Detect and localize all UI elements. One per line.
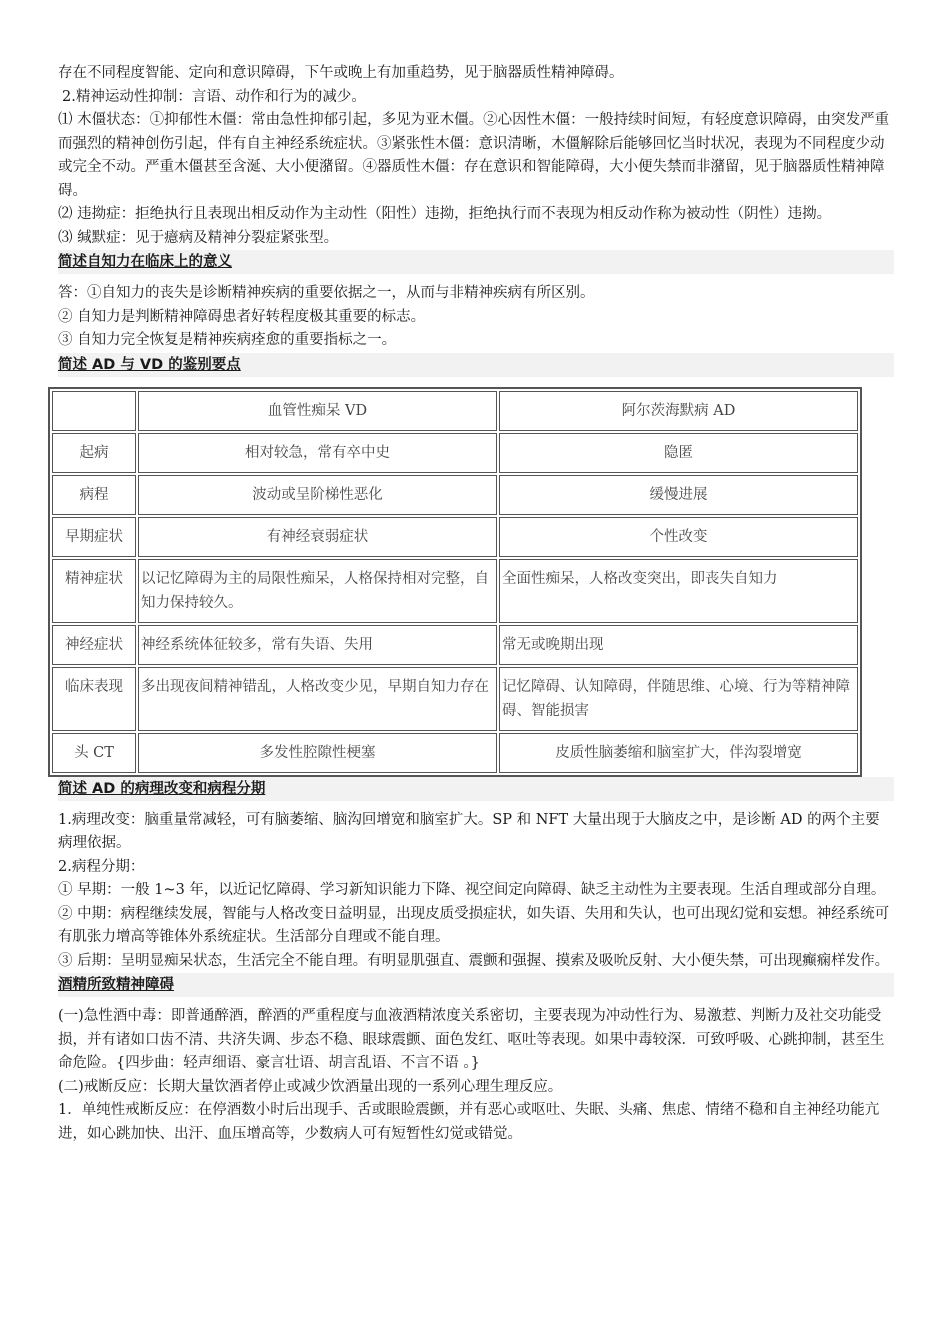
- row-label: 早期症状: [52, 517, 136, 557]
- document-page: [58, 62, 894, 1146]
- stage-middle: ② 中期：病程继续发展，智能与人格改变日益明显，出现皮质受损症状，如失语、失用和失认，也可出现幻觉和妄想。神经系统可有肌张力增高等锥体外系统症状。生活部分自理或不能自理。: [58, 905, 890, 945]
- vd-cell: 波动或呈阶梯性恶化: [138, 475, 497, 515]
- table-header-cell: 阿尔茨海默病 AD: [499, 391, 858, 431]
- ad-vd-comparison-table: [48, 387, 862, 777]
- stage-early: ① 早期：一般 1~3 年，以近记忆障碍、学习新知识能力下降、视空间定向障碍、缺乏主动性为主要表现。生活自理或部分自理。: [58, 882, 886, 898]
- vd-cell: 多出现夜间精神错乱，人格改变少见，早期自知力存在: [138, 667, 497, 731]
- table-row: [52, 625, 858, 665]
- stage-late: ③ 后期：呈明显痴呆状态，生活完全不能自理。有明显肌强直、震颤和强握、摸索及吸吮反射、大小便失禁，可出现癫痫样发作。: [58, 952, 890, 969]
- row-label: 起病: [52, 433, 136, 473]
- ad-cell: 皮质性脑萎缩和脑室扩大，伴沟裂增宽: [499, 733, 858, 773]
- section-heading-ad-vd: 简述 AD 与 VD 的鉴别要点: [58, 353, 894, 377]
- table-header-cell: [52, 391, 136, 431]
- insight-point-2: ② 自知力是判断精神障碍患者好转程度极其重要的标志。: [58, 308, 426, 325]
- insight-point-3: ③ 自知力完全恢复是精神疾病痊愈的重要指标之一。: [58, 332, 397, 348]
- row-label: 神经症状: [52, 625, 136, 665]
- vd-cell: 神经系统体征较多，常有失语、失用: [138, 625, 497, 665]
- vd-cell: 以记忆障碍为主的局限性痴呆，人格保持相对完整，自知力保持较久。: [138, 559, 497, 623]
- alcohol-paragraph-2: (二)戒断反应：长期大量饮酒者停止或减少饮酒量出现的一系列心理生理反应。: [58, 1078, 563, 1095]
- intro-line-4: ⑵ 违拗症：拒绝执行且表现出相反动作为主动性（阳性）违拗，拒绝执行而不表现为相反动作称为被动性（阴性）违拗。: [58, 206, 832, 222]
- section-heading-alcohol: 酒精所致精神障碍: [58, 973, 894, 997]
- intro-line-5: ⑶ 缄默症：见于癔病及精神分裂症紧张型。: [58, 229, 339, 246]
- alcohol-paragraph-3: 1．单纯性戒断反应：在停酒数小时后出现手、舌或眼睑震颤，并有恶心或呕吐、失眠、头痛、焦虑、情绪不稳和自主神经功能亢进，如心跳加快、出汗、血压增高等，少数病人可有短暂性幻觉或错觉。: [58, 1102, 880, 1142]
- table-row: [52, 733, 858, 773]
- row-label: 病程: [52, 475, 136, 515]
- ad-cell: 常无或晚期出现: [499, 625, 858, 665]
- vd-cell: 多发性腔隙性梗塞: [138, 733, 497, 773]
- ad-cell: 缓慢进展: [499, 475, 858, 515]
- table-row: [52, 559, 858, 623]
- ad-cell: 记忆障碍、认知障碍，伴随思维、心境、行为等精神障碍、智能损害: [499, 667, 858, 731]
- insight-point-1: 答：①自知力的丧失是诊断精神疾病的重要依据之一，从而与非精神疾病有所区别。: [58, 285, 595, 301]
- table-header-row: [52, 391, 858, 431]
- vd-cell: 有神经衰弱症状: [138, 517, 497, 557]
- pathology-paragraph-2: 2.病程分期：: [58, 858, 145, 875]
- row-label: 头 CT: [52, 733, 136, 773]
- section-heading-ad-pathology: 简述 AD 的病理改变和病程分期: [58, 777, 894, 801]
- intro-line-3: ⑴ 木僵状态：①抑郁性木僵：常由急性抑郁引起，多见为亚木僵。②心因性木僵：一般持续时间短，有轻度意识障碍，由突发严重而强烈的精神创伤引起，伴有自主神经系统症状。③紧张性木僵：意识清晰，木僵解除后能够回忆当时状况，表现为不同程度少动或完全不动。严重木僵甚至含涎、大小便潴留。④器质性木僵：存在意识和智能障碍，大小便失禁而非潴留，见于脑器质性精神障碍。: [58, 112, 890, 199]
- row-label: 精神症状: [52, 559, 136, 623]
- row-label: 临床表现: [52, 667, 136, 731]
- ad-cell: 隐匿: [499, 433, 858, 473]
- table-row: [52, 667, 858, 731]
- table-header-cell: 血管性痴呆 VD: [138, 391, 497, 431]
- table-row: [52, 475, 858, 515]
- intro-line-1: 存在不同程度智能、定向和意识障碍，下午或晚上有加重趋势，见于脑器质性精神障碍。: [58, 65, 624, 81]
- vd-cell: 相对较急，常有卒中史: [138, 433, 497, 473]
- alcohol-paragraph-1: (一)急性酒中毒：即普通醉酒，醉酒的严重程度与血液酒精浓度关系密切，主要表现为冲动性行为、易激惹、判断力及社交功能受损，并有诸如口齿不清、共济失调、步态不稳、眼球震颤、面色发红、呕吐等表现。如果中毒较深．可致呼吸、心跳抑制，甚至生命危险。{四步曲：轻声细语、豪言壮语、胡言乱语、不言不语 。}: [58, 1008, 885, 1071]
- section-heading-insight: 简述自知力在临床上的意义: [58, 250, 894, 274]
- table-row: [52, 433, 858, 473]
- intro-line-2: 2.精神运动性抑制：言语、动作和行为的减少。: [62, 88, 366, 105]
- pathology-paragraph-1: 1.病理改变：脑重量常减轻，可有脑萎缩、脑沟回增宽和脑室扩大。SP 和 NFT 大量出现于大脑皮之中，是诊断 AD 的两个主要病理依据。: [58, 811, 880, 851]
- ad-cell: 全面性痴呆，人格改变突出，即丧失自知力: [499, 559, 858, 623]
- table-row: [52, 517, 858, 557]
- ad-cell: 个性改变: [499, 517, 858, 557]
